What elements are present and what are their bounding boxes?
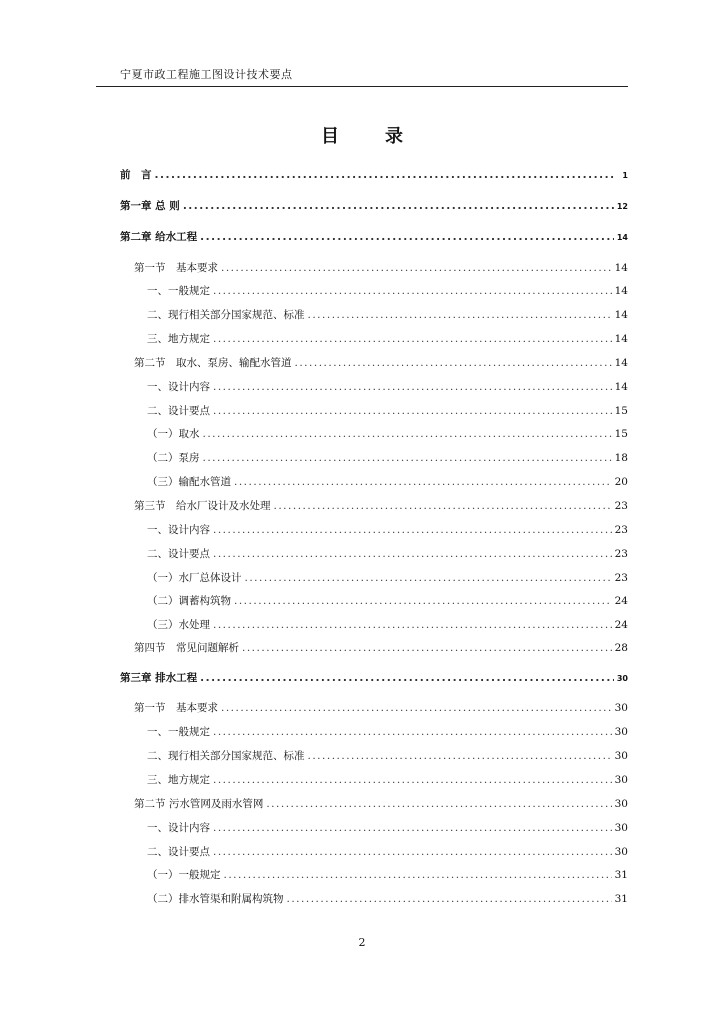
toc-entry-page: 23 — [614, 572, 628, 584]
toc-leader-dots — [245, 570, 612, 586]
toc-leader-dots — [266, 796, 611, 812]
toc-entry-title: 二、设计要点 — [147, 846, 210, 858]
toc-leader-dots — [234, 593, 612, 609]
toc-entry[interactable] — [147, 426, 628, 442]
toc-entry-page: 14 — [614, 381, 628, 393]
toc-entry-page: 31 — [614, 869, 628, 881]
toc-entry[interactable] — [120, 167, 628, 183]
toc-entry[interactable] — [134, 796, 628, 812]
toc-leader-dots — [242, 640, 612, 656]
toc-entry-title: 第四节 常见问题解析 — [134, 642, 239, 654]
toc-leader-dots — [213, 403, 612, 419]
toc-entry-page: 1 — [622, 171, 628, 180]
toc-entry-page: 14 — [614, 333, 628, 345]
toc-entry[interactable] — [147, 891, 628, 907]
toc-entry-title: 二、现行相关部分国家规范、标准 — [147, 309, 305, 321]
toc-entry-page: 30 — [614, 798, 628, 810]
toc-entry-title: 二、设计要点 — [147, 405, 210, 417]
toc-leader-dots — [213, 522, 612, 538]
toc-entry-page: 12 — [616, 202, 628, 211]
toc-leader-dots — [203, 450, 612, 466]
toc-entry-title: 二、现行相关部分国家规范、标准 — [147, 750, 305, 762]
toc-leader-dots — [213, 844, 612, 860]
toc-entry-title: （二）排水管渠和附属构筑物 — [147, 893, 284, 905]
page-number: 2 — [358, 936, 366, 949]
toc-entry-page: 15 — [614, 428, 628, 440]
toc-entry[interactable] — [147, 379, 628, 395]
toc-entry[interactable] — [147, 724, 628, 740]
toc-leader-dots — [213, 283, 612, 299]
toc-entry[interactable] — [134, 700, 628, 716]
toc-entry-page: 30 — [614, 702, 628, 714]
toc-entry[interactable] — [134, 640, 628, 656]
toc-leader-dots — [183, 198, 614, 214]
toc-entry[interactable] — [147, 331, 628, 347]
toc-entry[interactable] — [147, 474, 628, 490]
toc-entry-title: 第一节 基本要求 — [134, 262, 218, 274]
toc-leader-dots — [308, 307, 612, 323]
toc-entry-page: 30 — [614, 822, 628, 834]
toc-entry-title: 一、设计内容 — [147, 524, 210, 536]
toc-entry[interactable] — [147, 748, 628, 764]
toc-entry[interactable] — [147, 283, 628, 299]
toc-entry-title: （二）泵房 — [147, 452, 200, 464]
toc-entry-title: 二、设计要点 — [147, 548, 210, 560]
toc-entry-title: 第二章 给水工程 — [120, 231, 198, 243]
toc-entry-title: 第三节 给水厂设计及水处理 — [134, 500, 271, 512]
toc-entry-title: 一、一般规定 — [147, 726, 210, 738]
toc-leader-dots — [221, 260, 612, 276]
toc-leader-dots — [213, 724, 612, 740]
toc-leader-dots — [213, 379, 612, 395]
toc-entry[interactable] — [134, 355, 628, 371]
toc-entry[interactable] — [120, 229, 628, 245]
toc-entry-page: 24 — [614, 619, 628, 631]
toc-leader-dots — [213, 331, 612, 347]
toc-entry-title: 三、地方规定 — [147, 774, 210, 786]
toc-entry[interactable] — [147, 522, 628, 538]
toc-leader-dots — [287, 891, 612, 907]
toc-entry-page: 15 — [614, 405, 628, 417]
toc-leader-dots — [213, 820, 612, 836]
page-title: 目 录 — [321, 126, 417, 147]
toc-entry[interactable] — [147, 570, 628, 586]
toc-leader-dots — [203, 426, 612, 442]
toc-entry-title: 一、设计内容 — [147, 381, 210, 393]
toc-entry-title: （一）水厂总体设计 — [147, 572, 242, 584]
toc-entry-page: 23 — [614, 500, 628, 512]
toc-entry-title: 前 言 — [120, 169, 152, 181]
toc-entry[interactable] — [147, 307, 628, 323]
toc-leader-dots — [200, 670, 614, 686]
toc-entry-title: 第二节 污水管网及雨水管网 — [134, 798, 264, 810]
toc-entry-page: 31 — [614, 893, 628, 905]
toc-entry[interactable] — [147, 867, 628, 883]
toc-entry-page: 14 — [614, 285, 628, 297]
toc-entry[interactable] — [134, 498, 628, 514]
toc-entry[interactable] — [147, 772, 628, 788]
toc-leader-dots — [155, 167, 616, 183]
toc-leader-dots — [295, 355, 612, 371]
toc-entry-page: 30 — [614, 774, 628, 786]
toc-entry-title: 一、设计内容 — [147, 822, 210, 834]
toc-entry-page: 24 — [614, 595, 628, 607]
toc-entry-page: 14 — [614, 357, 628, 369]
toc-entry-page: 30 — [614, 846, 628, 858]
toc-entry-title: （三）输配水管道 — [147, 476, 231, 488]
toc-leader-dots — [224, 867, 612, 883]
toc-entry[interactable] — [147, 820, 628, 836]
toc-entry-title: 第一节 基本要求 — [134, 702, 218, 714]
toc-entry-page: 20 — [614, 476, 628, 488]
toc-entry-page: 30 — [614, 726, 628, 738]
toc-entry[interactable] — [147, 617, 628, 633]
toc-entry-page: 23 — [614, 524, 628, 536]
toc-entry-title: （一）一般规定 — [147, 869, 221, 881]
toc-entry[interactable] — [147, 593, 628, 609]
toc-entry-page: 14 — [614, 262, 628, 274]
toc-entry-page: 18 — [614, 452, 628, 464]
toc-leader-dots — [308, 748, 612, 764]
toc-entry[interactable] — [147, 403, 628, 419]
toc-entry-title: 第三章 排水工程 — [120, 672, 198, 684]
toc-entry-title: （二）调蓄构筑物 — [147, 595, 231, 607]
toc-leader-dots — [213, 617, 612, 633]
toc-leader-dots — [274, 498, 612, 514]
toc-entry[interactable] — [147, 450, 628, 466]
toc-entry[interactable] — [147, 546, 628, 562]
toc-entry[interactable] — [120, 198, 628, 214]
toc-entry-page: 30 — [614, 750, 628, 762]
toc-entry-page: 14 — [616, 233, 628, 242]
toc-entry[interactable] — [147, 844, 628, 860]
toc-leader-dots — [213, 546, 612, 562]
toc-entry-title: （三）水处理 — [147, 619, 210, 631]
toc-entry[interactable] — [120, 670, 628, 686]
toc-leader-dots — [213, 772, 612, 788]
toc-entry-page: 30 — [616, 674, 628, 683]
toc-leader-dots — [234, 474, 612, 490]
toc-entry-page: 14 — [614, 309, 628, 321]
toc-entry-page: 23 — [614, 548, 628, 560]
toc-leader-dots — [221, 700, 612, 716]
running-header: 宁夏市政工程施工图设计技术要点 — [120, 68, 293, 81]
toc-entry-page: 28 — [614, 642, 628, 654]
toc-entry[interactable] — [134, 260, 628, 276]
toc-leader-dots — [200, 229, 614, 245]
toc-entry-title: 一、一般规定 — [147, 285, 210, 297]
toc-entry-title: 第二节 取水、泵房、输配水管道 — [134, 357, 292, 369]
toc-entry-title: 三、地方规定 — [147, 333, 210, 345]
toc-entry-title: （一）取水 — [147, 428, 200, 440]
toc-entry-title: 第一章 总 则 — [120, 200, 180, 212]
